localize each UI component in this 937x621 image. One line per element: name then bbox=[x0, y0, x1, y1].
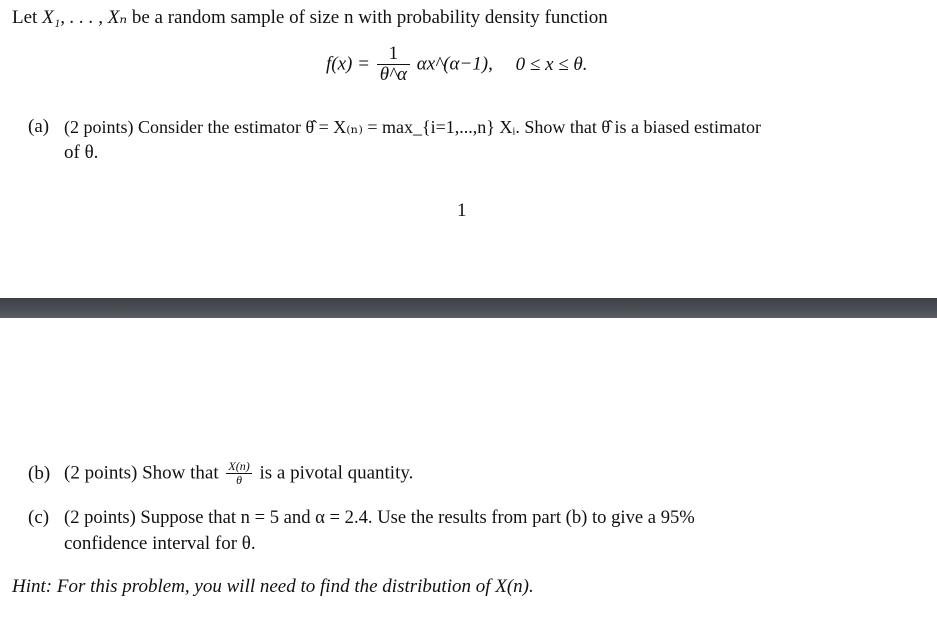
part-c-line1: (2 points) Suppose that n = 5 and α = 2.4. Use the results from part (b) to give a 95% bbox=[64, 507, 695, 528]
pdf-frac-num: 1 bbox=[377, 44, 410, 65]
part-b-fraction bbox=[226, 460, 251, 487]
part-a-line2: of θ. bbox=[64, 142, 99, 163]
intro-sample: X₁, . . . , Xₙ bbox=[42, 7, 128, 28]
page-number: 1 bbox=[457, 200, 467, 221]
pdf-fraction bbox=[377, 44, 410, 85]
intro-line bbox=[12, 6, 608, 30]
part-b-after: is a pivotal quantity. bbox=[259, 462, 414, 484]
intro-rest: be a random sample of size n with probability density function bbox=[131, 7, 608, 28]
part-b-text bbox=[64, 459, 413, 488]
pdf-lhs: f(x) = bbox=[326, 53, 370, 75]
pdf-support: 0 ≤ x ≤ θ. bbox=[515, 53, 588, 75]
page-top bbox=[0, 0, 937, 298]
part-b-label: (b) bbox=[28, 463, 51, 484]
part-c-line2: confidence interval for θ. bbox=[64, 533, 256, 554]
part-c-label: (c) bbox=[28, 507, 50, 528]
pdf-frac-den: θ^α bbox=[379, 64, 408, 85]
page-bottom bbox=[0, 318, 937, 621]
part-b-before: (2 points) Show that bbox=[64, 462, 219, 484]
page-divider bbox=[0, 298, 937, 318]
part-b-frac-den: θ bbox=[236, 473, 242, 488]
intro-lead: Let bbox=[12, 7, 38, 28]
pdf-equation bbox=[326, 44, 588, 85]
hint-text: Hint: For this problem, you will need to find the distribution of X(n). bbox=[12, 576, 534, 597]
part-a-line1: (2 points) Consider the estimator θ̂ = X₍ₙ₎ = max_{i=1,...,n} Xᵢ. Show that θ̂ is a biased estimator bbox=[64, 117, 761, 137]
pdf-rhs: αx^(α−1), bbox=[416, 53, 493, 75]
part-b-frac-num: X(n) bbox=[228, 459, 250, 474]
part-a-label: (a) bbox=[28, 116, 50, 137]
